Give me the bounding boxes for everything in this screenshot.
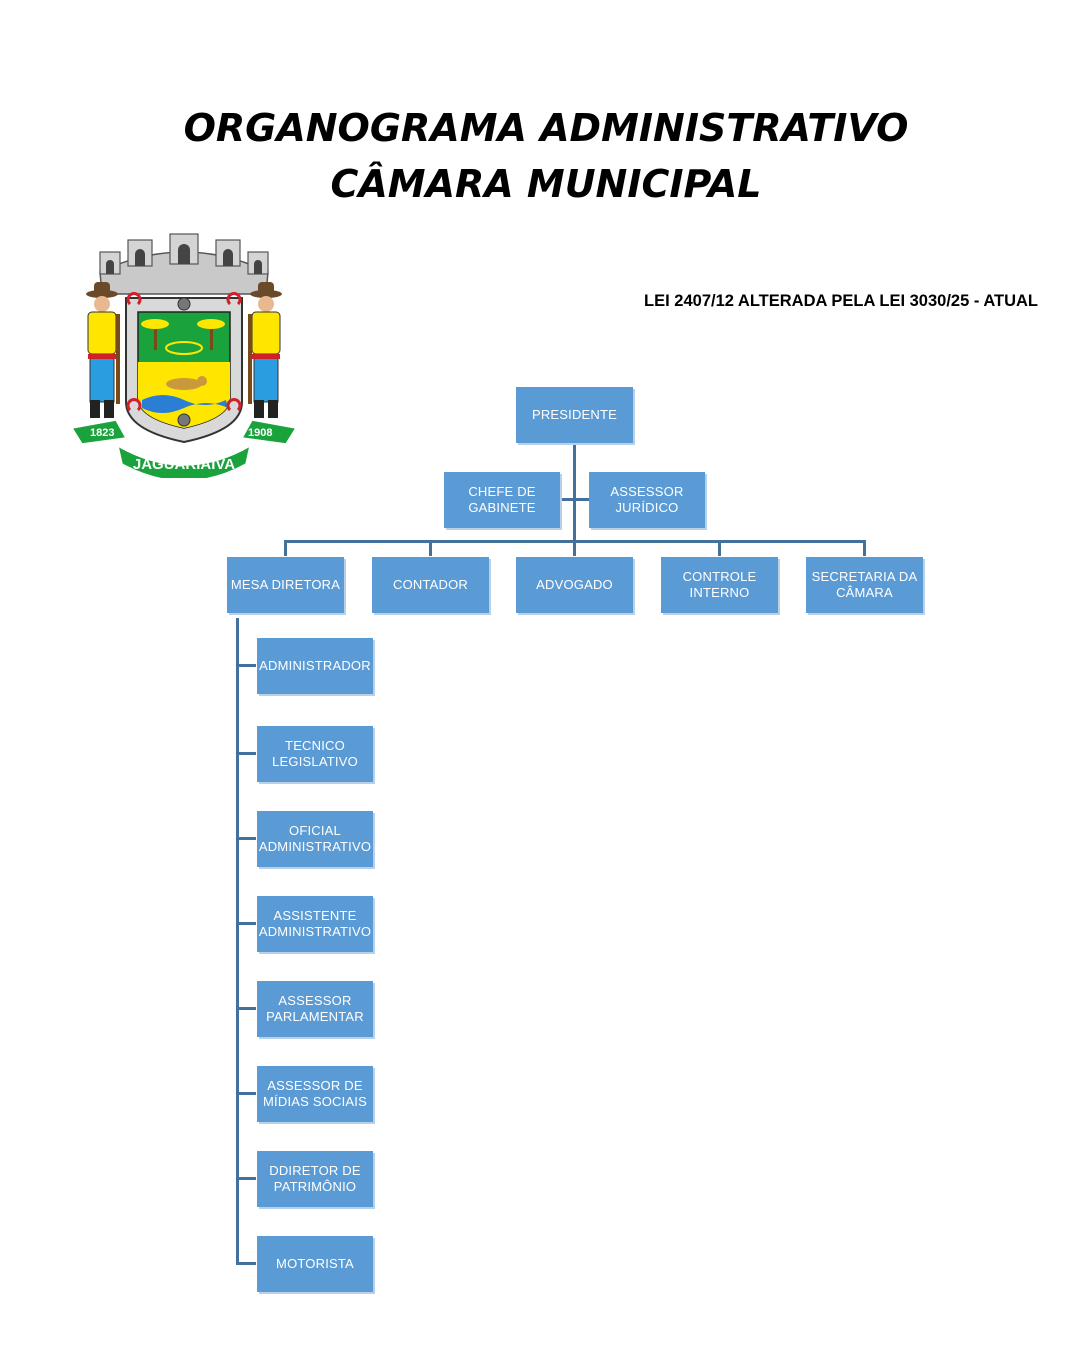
node-diretor-de-patrimonio: DDIRETOR DE PATRIMÔNIO	[257, 1151, 373, 1207]
connector-drop-contador	[429, 540, 432, 556]
node-oficial-administrativo: OFICIAL ADMINISTRATIVO	[257, 811, 373, 867]
crest-year-right: 1908	[248, 427, 273, 439]
node-assessor-parlamentar: ASSESSOR PARLAMENTAR	[257, 981, 373, 1037]
connector-child-tick	[236, 1007, 256, 1010]
node-administrador: ADMINISTRADOR	[257, 638, 373, 694]
crest-year-left: 1823	[90, 427, 115, 439]
connector-staff-horizontal	[560, 498, 590, 501]
node-contador: CONTADOR	[372, 557, 489, 613]
connector-child-tick	[236, 1092, 256, 1095]
node-chefe-de-gabinete: CHEFE DE GABINETE	[444, 472, 560, 528]
connector-mesa-vertical	[236, 618, 239, 1265]
node-motorista: MOTORISTA	[257, 1236, 373, 1292]
node-controle-interno: CONTROLE INTERNO	[661, 557, 778, 613]
connector-child-tick	[236, 1177, 256, 1180]
node-assessor-de-midias-sociais: ASSESSOR DE MÍDIAS SOCIAIS	[257, 1066, 373, 1122]
crest-city-name: JAGUARIAÍVA	[132, 456, 236, 473]
connector-child-tick	[236, 922, 256, 925]
node-tecnico-legislativo: TECNICO LEGISLATIVO	[257, 726, 373, 782]
node-assessor-juridico: ASSESSOR JURÍDICO	[589, 472, 705, 528]
connector-child-tick	[236, 752, 256, 755]
connector-child-tick	[236, 837, 256, 840]
law-reference: LEI 2407/12 ALTERADA PELA LEI 3030/25 - ATUAL	[644, 292, 1038, 310]
connector-drop-controle	[718, 540, 721, 556]
node-presidente: PRESIDENTE	[516, 387, 633, 443]
node-assistente-administrativo: ASSISTENTE ADMINISTRATIVO	[257, 896, 373, 952]
node-mesa-diretora: MESA DIRETORA	[227, 557, 344, 613]
connector-child-tick	[236, 664, 256, 667]
connector-drop-advogado	[573, 540, 576, 556]
connector-child-tick	[236, 1262, 256, 1265]
node-advogado: ADVOGADO	[516, 557, 633, 613]
page-title-line-1: ORGANOGRAMA ADMINISTRATIVO	[183, 106, 909, 150]
page-title-line-2: CÂMARA MUNICIPAL	[330, 162, 762, 206]
connector-drop-secretaria	[863, 540, 866, 556]
node-secretaria-da-camara: SECRETARIA DA CÂMARA	[806, 557, 923, 613]
connector-drop-mesa	[284, 540, 287, 556]
